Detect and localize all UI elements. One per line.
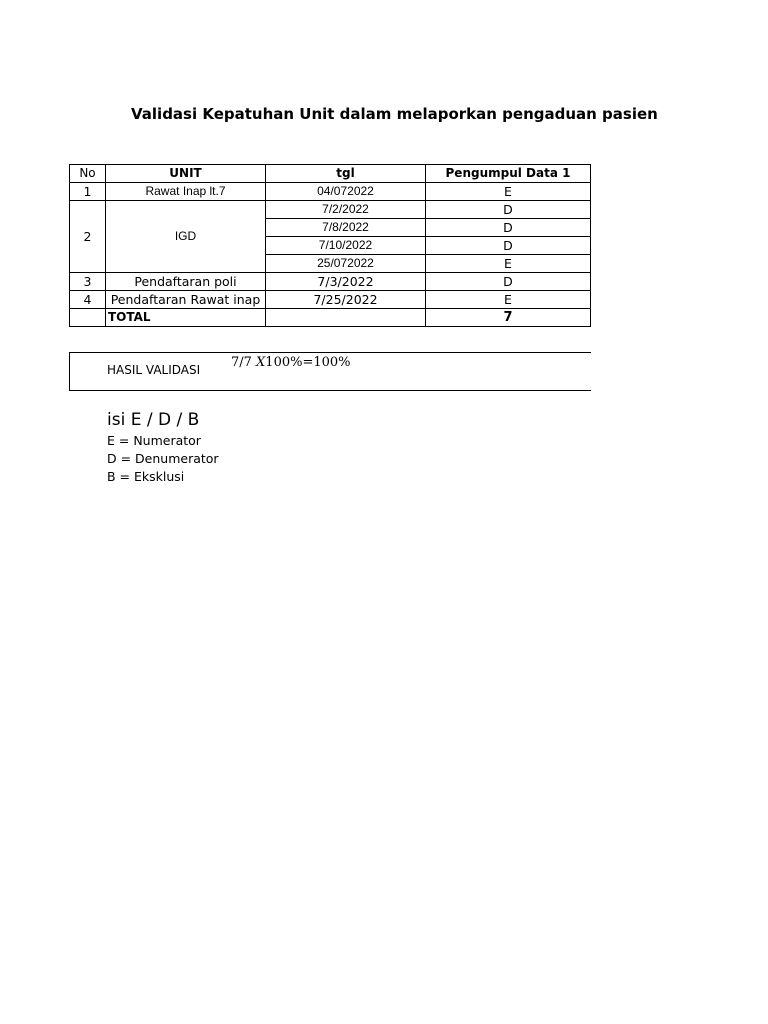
row-tgl: 7/25/2022 <box>266 291 426 309</box>
validation-formula: 7/7 𝑋100%=100% <box>231 355 351 370</box>
row-tgl: 7/2/2022 <box>266 201 426 219</box>
row-unit: Pendaftaran Rawat inap <box>106 291 266 309</box>
total-blank-cell <box>70 309 106 327</box>
table-total-row <box>70 309 591 327</box>
row-unit: IGD <box>106 201 266 273</box>
header-pengumpul-data: Pengumpul Data 1 <box>426 165 591 183</box>
table-row <box>70 183 591 201</box>
row-unit: Rawat Inap lt.7 <box>106 183 266 201</box>
table-header-row <box>70 165 591 183</box>
row-value: E <box>426 255 591 273</box>
row-value: D <box>426 237 591 255</box>
total-label: TOTAL <box>106 309 266 327</box>
table-row <box>70 201 591 219</box>
row-value: E <box>426 291 591 309</box>
legend-item-numerator: E = Numerator <box>107 433 201 448</box>
row-unit: Pendaftaran poli <box>106 273 266 291</box>
row-value: E <box>426 183 591 201</box>
validation-label: HASIL VALIDASI <box>107 363 201 377</box>
row-tgl: 04/072022 <box>266 183 426 201</box>
row-no: 2 <box>70 201 106 273</box>
header-unit: UNIT <box>106 165 266 183</box>
row-value: D <box>426 219 591 237</box>
header-no: No <box>70 165 106 183</box>
header-tgl: tgl <box>266 165 426 183</box>
row-tgl: 7/3/2022 <box>266 273 426 291</box>
row-no: 4 <box>70 291 106 309</box>
row-value: D <box>426 273 591 291</box>
validation-table <box>69 164 591 327</box>
legend-item-denumerator: D = Denumerator <box>107 451 219 466</box>
total-value: 7 <box>426 309 591 327</box>
row-tgl: 7/8/2022 <box>266 219 426 237</box>
row-value: D <box>426 201 591 219</box>
legend <box>107 410 219 486</box>
document-title: Validasi Kepatuhan Unit dalam melaporkan pengaduan pasien <box>131 105 658 123</box>
legend-item-eksklusi: B = Eksklusi <box>107 469 185 484</box>
total-tgl <box>266 309 426 327</box>
row-tgl: 25/072022 <box>266 255 426 273</box>
legend-title: isi E / D / B <box>107 410 200 430</box>
table-row <box>70 291 591 309</box>
row-no: 1 <box>70 183 106 201</box>
validation-result-box <box>69 352 591 391</box>
row-tgl: 7/10/2022 <box>266 237 426 255</box>
row-no: 3 <box>70 273 106 291</box>
table-row <box>70 273 591 291</box>
